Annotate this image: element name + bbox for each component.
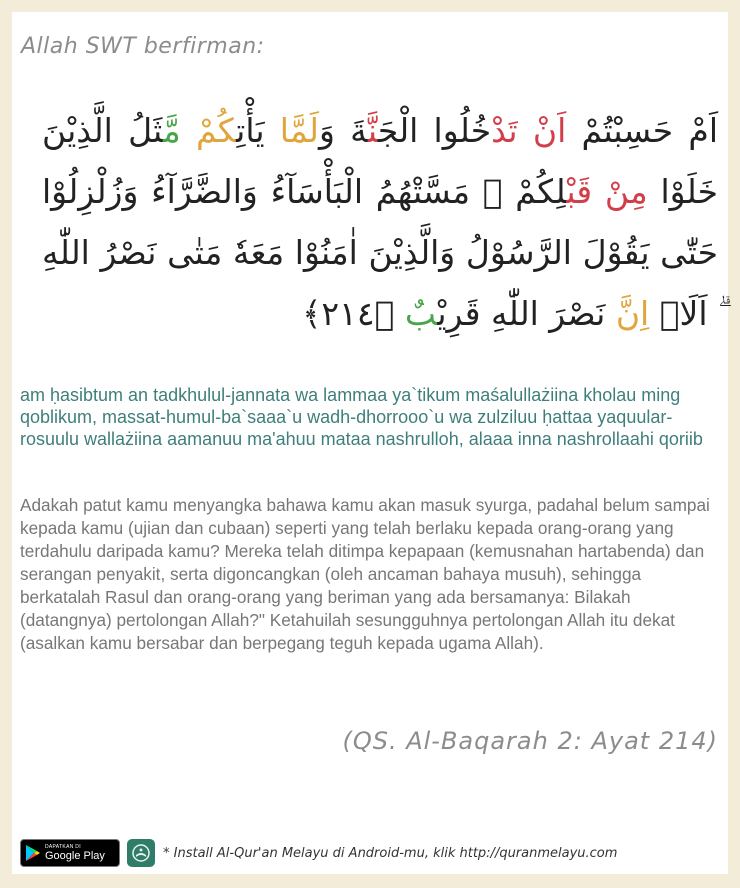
- arabic-segment: مِنْ: [604, 172, 648, 211]
- verse-reference: (QS. Al-Baqarah 2: Ayat 214): [342, 727, 718, 755]
- install-link-text[interactable]: * Install Al-Qur'an Melayu di Android-mu, klik http://quranmelayu.com: [163, 845, 618, 861]
- arabic-segment: ةَ وَ: [318, 111, 368, 150]
- arabic-segment: نَّ: [367, 111, 378, 150]
- arabic-segment: [518, 111, 533, 150]
- arabic-verse: [42, 100, 718, 344]
- quran-app-icon[interactable]: [127, 839, 155, 867]
- book-icon: [131, 843, 151, 863]
- arabic-segment: قَبْ: [566, 172, 593, 211]
- arabic-segment: ﴿٢١٤﴾: [302, 294, 405, 333]
- badge-store-name: Google Play: [45, 849, 105, 862]
- translation-text: Adakah patut kamu menyangka bahawa kamu akan masuk syurga, padahal belum sampai kepada kamu (ujian dan cubaan) seperti yang telah berlaku kepada orang-orang yang terdahulu daripada kamu? Mereka telah ditimpa kepapaan (kemusnahan hartabenda) dan serangan penyakit, serta digoncangkan (oleh ancaman bahaya musuh), sehingga berkatalah Rasul dan orang-orang yang beriman yang ada bersamanya: Bilakah (datangnya) pertolongan Allah?" Ketahuilah sesungguhnya pertolongan Allah itu dekat (asalkan kamu bersabar dan berpegang teguh kepada ugama Allah).: [20, 495, 710, 653]
- arabic-segment: ثَلُ الَّذِيْنَ خَلَوْا: [42, 111, 718, 211]
- arabic-segment: [592, 172, 605, 211]
- transliteration-text: am ḥasibtum an tadkhulul-jannata wa lammaa ya`tikum maśalullażiina kholau ming qoblikum, massat-humul-ba`saaa`u wadh-dhorrooo`u wa zulziluu ḥattaa yaquular-rosuulu wallażiina aamanuu ma'ahuu mataa nashrulloh, alaaa inna nashrollaahi qoriib: [20, 385, 703, 449]
- arabic-segment: كُمْ: [195, 111, 237, 150]
- arabic-segment: يَأْتِ: [236, 111, 280, 150]
- arabic-segment: اِنَّ: [615, 294, 650, 333]
- arabic-segment: لِكُمْ ۗ مَسَّتْهُمُ الْبَأْسَآءُ وَالضَّرَّآءُ وَزُلْزِلُوْا حَتّٰى يَقُوْلَ الرَّسُوْلُ وَالَّذِيْنَ اٰمَنُوْا مَعَهٗ مَتٰى نَصْرُ اللّٰهِ ۗ اَلَاۤ: [42, 172, 718, 333]
- arabic-segment: تَدْ: [491, 111, 518, 150]
- arabic-segment: خُلُوا الْجَ: [377, 111, 492, 150]
- intro-text: Allah SWT berfirman:: [21, 34, 265, 59]
- badge-small-text: DAPATKAN DI: [45, 843, 81, 850]
- footer: [20, 838, 617, 868]
- arabic-segment: اَنْ: [532, 111, 567, 150]
- arabic-segment: اَمْ حَسِبْتُمْ: [566, 111, 719, 150]
- arabic-segment: [181, 111, 196, 150]
- google-play-logo-icon: [25, 844, 41, 862]
- verse-card: [12, 12, 728, 874]
- arabic-segment: لَمَّا: [279, 111, 319, 150]
- google-play-badge[interactable]: [20, 839, 120, 867]
- arabic-segment: مَّ: [163, 111, 181, 150]
- arabic-segment: نَصْرَ اللّٰهِ قَرِيْ: [437, 294, 616, 333]
- arabic-segment: بٌ: [404, 294, 438, 333]
